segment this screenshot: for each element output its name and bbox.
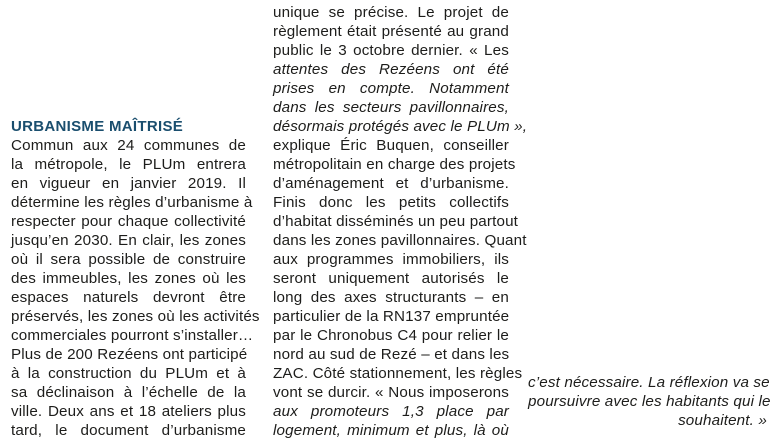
col2-line: règlement était présenté au grand <box>273 23 509 40</box>
col2-line: métropolitain en charge des projets <box>273 156 516 173</box>
col2-line: aux programmes immobiliers, ils <box>273 251 509 268</box>
col1-line: Commun aux 24 communes de <box>11 137 246 154</box>
col1-line: ville. Deux ans et 18 ateliers plus <box>11 403 246 420</box>
col1-line: respecter pour chaque collectivité <box>11 213 246 230</box>
col2-line: particulier de la RN137 empruntée <box>273 308 510 325</box>
col2-line: nord au sud de Rezé – et dans les <box>273 346 510 363</box>
col2-line: prises en compte. Notamment <box>273 80 509 97</box>
col2-line: logement, minimum et plus, là où <box>273 422 509 439</box>
col2-line: aux promoteurs 1,3 place par <box>273 403 509 420</box>
col1-line: où il sera possible de construire <box>11 251 246 268</box>
col1-line: détermine les règles d’urbanisme à <box>11 194 253 211</box>
col1-line: en vigueur en janvier 2019. Il <box>11 175 246 192</box>
col2-line: d’habitat disséminés un peu partout <box>273 213 519 230</box>
col2-line: vont se durcir. « Nous imposerons <box>273 384 509 401</box>
col2-line: d’aménagement et d’urbanisme. <box>273 175 509 192</box>
col2-line: par le Chronobus C4 pour relier le <box>273 327 509 344</box>
col3-line: souhaitent. » <box>678 412 767 429</box>
col2-line: attentes des Rezéens ont été <box>273 61 509 78</box>
col2-line: unique se précise. Le projet de <box>273 4 509 21</box>
col1-line: jusqu’en 2030. En clair, les zones <box>11 232 246 249</box>
col2-line: long des axes structurants – en <box>273 289 509 306</box>
col2-line: seront uniquement autorisés le <box>273 270 509 287</box>
col1-line: tard, le document d’urbanisme <box>11 422 246 439</box>
col2-line: désormais protégés avec le PLUm », <box>273 118 528 135</box>
col2-line: dans les secteurs pavillonnaires, <box>273 99 509 116</box>
col3-line: c’est nécessaire. La réflexion va se <box>528 374 770 391</box>
col1-line: des immeubles, les zones où les <box>11 270 246 287</box>
col2-line: dans les zones pavillonnaires. Quant <box>273 232 527 249</box>
col1-line: commerciales pourront s’installer… <box>11 327 254 344</box>
col2-line: explique Éric Buquen, conseiller <box>273 137 509 154</box>
col3-line: poursuivre avec les habitants qui le <box>528 393 771 410</box>
col2-line: Finis donc les petits collectifs <box>273 194 509 211</box>
col1-line: sa déclinaison à l’échelle de la <box>11 384 246 401</box>
col1-line: espaces naturels devront être <box>11 289 246 306</box>
col1-line: préservés, les zones où les activités <box>11 308 260 325</box>
section-heading: URBANISME MAÎTRISÉ <box>11 118 184 135</box>
col1-line: Plus de 200 Rezéens ont participé <box>11 346 248 363</box>
col1-line: la métropole, le PLUm entrera <box>11 156 246 173</box>
col2-line: ZAC. Côté stationnement, les règles <box>273 365 523 382</box>
col2-line: public le 3 octobre dernier. « Les <box>273 42 509 59</box>
col1-line: à la construction du PLUm et à <box>11 365 246 382</box>
